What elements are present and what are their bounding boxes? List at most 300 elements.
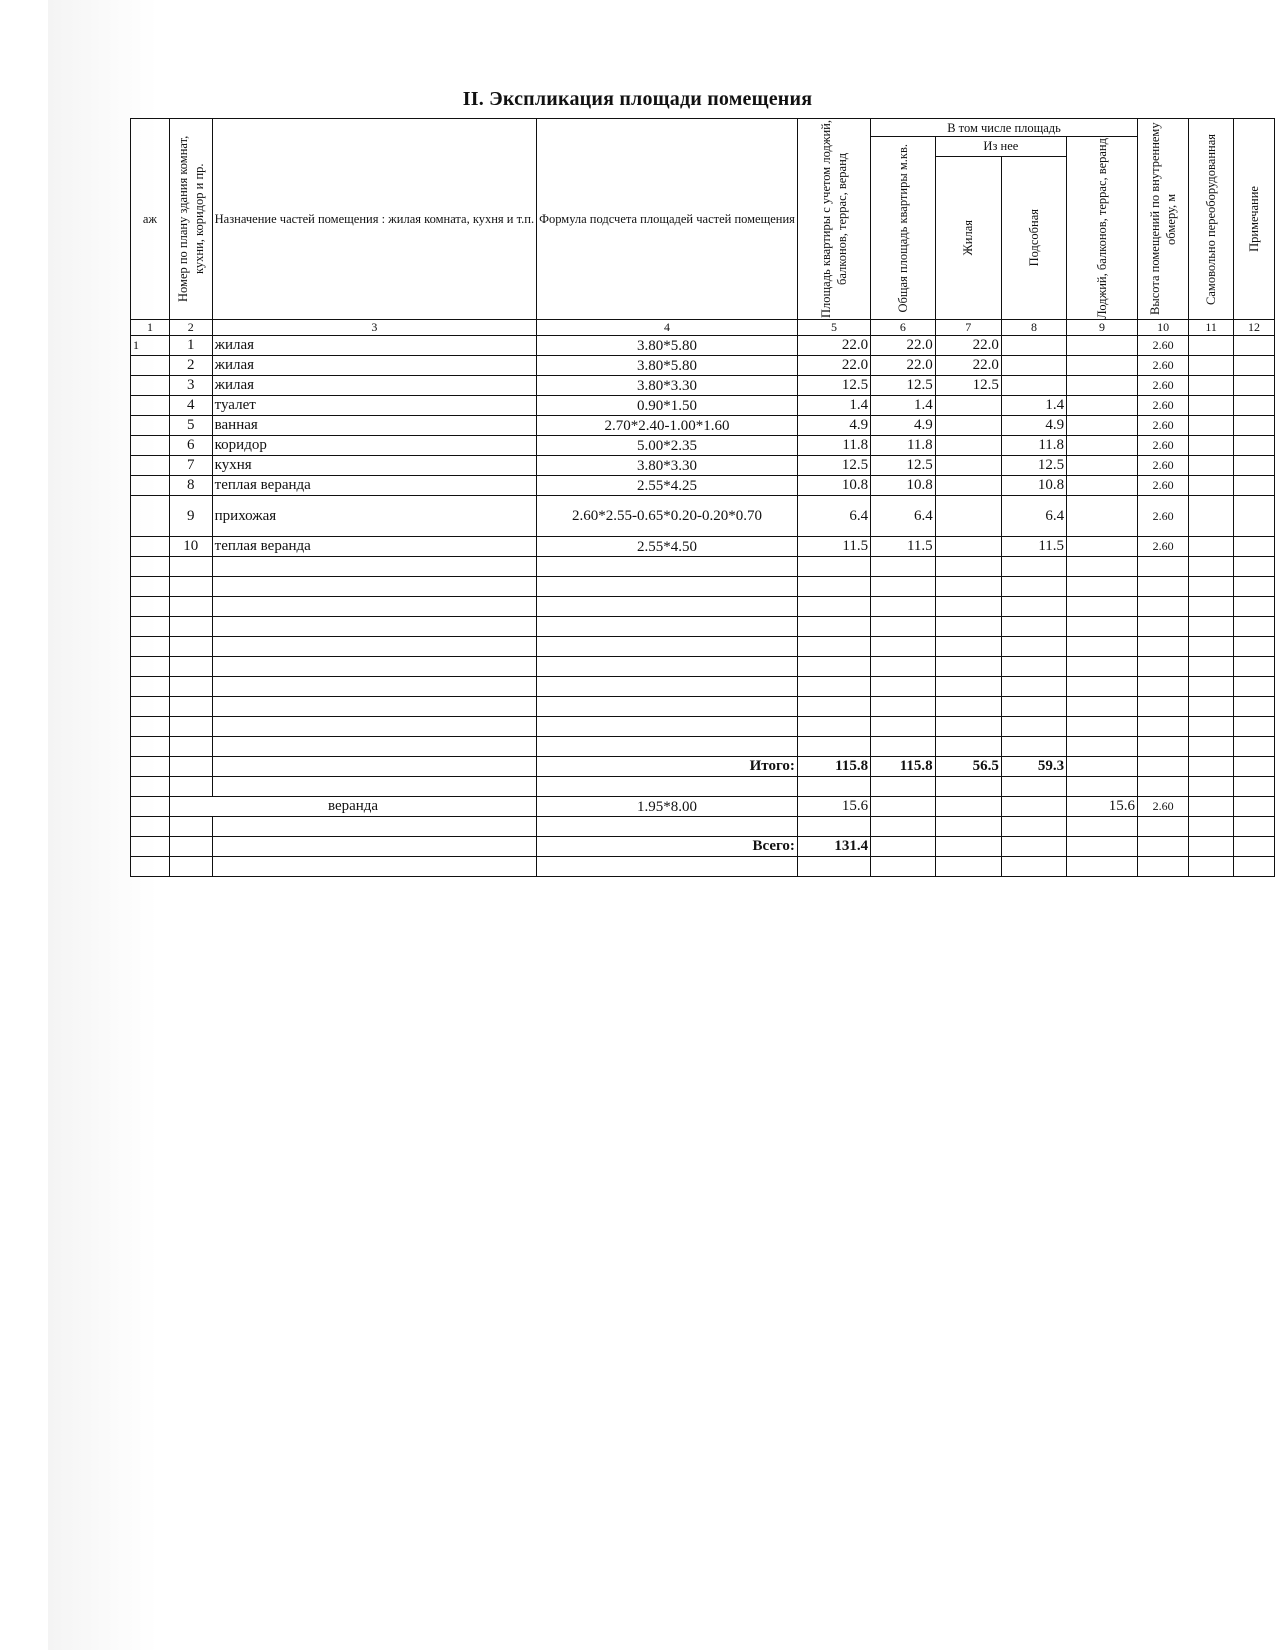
total-area: 22.0: [871, 356, 936, 376]
room-name: теплая веранда: [212, 476, 536, 496]
self-rebuilt: [1189, 336, 1234, 356]
empty-cell: [169, 757, 212, 777]
header-col1: [131, 119, 170, 320]
header-col10: [1137, 119, 1188, 320]
empty-cell: [1233, 597, 1274, 617]
empty-cell: [212, 657, 536, 677]
empty-cell: [797, 777, 870, 797]
table-row: [131, 496, 1275, 537]
header-col8-label: Подсобная: [1026, 209, 1041, 267]
empty-cell: [1189, 737, 1234, 757]
row-index: [131, 496, 170, 537]
empty-cell: [212, 697, 536, 717]
loggia-area: [1067, 356, 1138, 376]
loggia-area: [1067, 496, 1138, 537]
loggia-area: [1067, 336, 1138, 356]
room-name: прихожая: [212, 496, 536, 537]
empty-cell: [871, 817, 936, 837]
area-with-loggias: 10.8: [797, 476, 870, 496]
empty-row: [131, 857, 1275, 877]
header-group: [871, 119, 1138, 137]
area-with-loggias: 11.5: [797, 537, 870, 557]
empty-cell: [797, 857, 870, 877]
empty-cell: [212, 837, 536, 857]
empty-cell: [1067, 617, 1138, 637]
empty-cell: [169, 717, 212, 737]
empty-cell: [212, 737, 536, 757]
empty-cell: [131, 777, 170, 797]
header-col11-label: Самовольно переоборудованная: [1204, 133, 1219, 305]
empty-cell: [1067, 717, 1138, 737]
room-height: 2.60: [1137, 356, 1188, 376]
loggia-area: [1067, 436, 1138, 456]
empty-cell: [537, 857, 798, 877]
column-number: 5: [797, 320, 870, 336]
empty-cell: [537, 717, 798, 737]
loggia-area: [1067, 537, 1138, 557]
empty-cell: [935, 857, 1001, 877]
empty-cell: [1233, 657, 1274, 677]
area-formula: 3.80*3.30: [537, 376, 798, 396]
empty-cell: [212, 817, 536, 837]
empty-cell: [169, 697, 212, 717]
empty-cell: [1233, 717, 1274, 737]
empty-cell: [212, 757, 536, 777]
area-formula: 2.55*4.25: [537, 476, 798, 496]
empty-cell: [935, 697, 1001, 717]
room-number: 7: [169, 456, 212, 476]
area-formula: 0.90*1.50: [537, 396, 798, 416]
living-area: [935, 396, 1001, 416]
empty-cell: [1137, 657, 1188, 677]
subtotal-living-area: 56.5: [935, 757, 1001, 777]
row-index: [131, 537, 170, 557]
total-area-value: 131.4: [797, 837, 870, 857]
empty-cell: [537, 677, 798, 697]
empty-cell: [935, 557, 1001, 577]
auxiliary-area: 1.4: [1001, 396, 1066, 416]
empty-cell: [212, 857, 536, 877]
column-number: 11: [1189, 320, 1234, 336]
subtotal-auxiliary-area: 59.3: [1001, 757, 1066, 777]
empty-cell: [169, 617, 212, 637]
header-group-label: В том числе площадь: [947, 120, 1061, 135]
area-formula: 5.00*2.35: [537, 436, 798, 456]
empty-cell: [797, 557, 870, 577]
header-subgroup: [935, 137, 1066, 157]
empty-cell: [1067, 757, 1138, 777]
empty-cell: [1137, 637, 1188, 657]
empty-cell: [1137, 837, 1188, 857]
empty-cell: [212, 597, 536, 617]
empty-row: [131, 597, 1275, 617]
empty-cell: [797, 617, 870, 637]
room-name: коридор: [212, 436, 536, 456]
empty-cell: [1233, 857, 1274, 877]
empty-cell: [935, 797, 1001, 817]
row-index: [131, 436, 170, 456]
empty-cell: [169, 597, 212, 617]
self-rebuilt: [1189, 416, 1234, 436]
header-col6-label: Общая площадь квартиры м.кв.: [895, 143, 910, 313]
auxiliary-area: [1001, 356, 1066, 376]
empty-cell: [871, 857, 936, 877]
empty-cell: [797, 697, 870, 717]
empty-cell: [871, 697, 936, 717]
area-with-loggias: 6.4: [797, 496, 870, 537]
empty-cell: [537, 697, 798, 717]
empty-cell: [871, 617, 936, 637]
empty-cell: [935, 837, 1001, 857]
table-row: [131, 436, 1275, 456]
empty-cell: [1001, 637, 1066, 657]
empty-cell: [131, 557, 170, 577]
total-area: 12.5: [871, 456, 936, 476]
empty-cell: [1189, 797, 1234, 817]
empty-cell: [169, 577, 212, 597]
column-number: 12: [1233, 320, 1274, 336]
empty-cell: [1189, 757, 1234, 777]
header-col9: [1067, 137, 1138, 320]
empty-cell: [131, 857, 170, 877]
empty-cell: [1189, 717, 1234, 737]
empty-cell: [1189, 817, 1234, 837]
empty-cell: [1067, 837, 1138, 857]
table-row: [131, 456, 1275, 476]
room-number: 9: [169, 496, 212, 537]
empty-cell: [1137, 817, 1188, 837]
empty-row: [131, 637, 1275, 657]
room-number: 2: [169, 356, 212, 376]
table-row: [131, 376, 1275, 396]
area-with-loggias: 12.5: [797, 376, 870, 396]
living-area: [935, 537, 1001, 557]
room-number: 4: [169, 396, 212, 416]
living-area: 22.0: [935, 356, 1001, 376]
empty-row: [131, 677, 1275, 697]
empty-cell: [1001, 837, 1066, 857]
empty-cell: [1233, 617, 1274, 637]
room-height: 2.60: [1137, 396, 1188, 416]
note: [1233, 496, 1274, 537]
loggia-area: [1067, 396, 1138, 416]
table-row: [131, 396, 1275, 416]
auxiliary-area: 12.5: [1001, 456, 1066, 476]
empty-cell: [871, 677, 936, 697]
room-number: 6: [169, 436, 212, 456]
empty-cell: [1067, 677, 1138, 697]
empty-row: [131, 777, 1275, 797]
header-col7: [935, 156, 1001, 319]
empty-cell: [1189, 637, 1234, 657]
column-number-row: [131, 320, 1275, 336]
room-name: кухня: [212, 456, 536, 476]
empty-cell: [131, 597, 170, 617]
self-rebuilt: [1189, 376, 1234, 396]
subtotal-label: Итого:: [537, 757, 798, 777]
table-row: [131, 336, 1275, 356]
empty-cell: [871, 577, 936, 597]
note: [1233, 416, 1274, 436]
column-number: 1: [131, 320, 170, 336]
header-col2-label: Номер по плану здания комнат, кухни, коридор и пр.: [175, 135, 206, 303]
total-area: 6.4: [871, 496, 936, 537]
empty-cell: [935, 777, 1001, 797]
note: [1233, 537, 1274, 557]
empty-cell: [1001, 797, 1066, 817]
empty-cell: [169, 657, 212, 677]
empty-cell: [169, 857, 212, 877]
empty-row: [131, 717, 1275, 737]
empty-cell: [1001, 697, 1066, 717]
empty-cell: [935, 717, 1001, 737]
empty-cell: [1233, 757, 1274, 777]
empty-cell: [871, 797, 936, 817]
header-col1-label: аж: [142, 212, 158, 226]
empty-cell: [935, 577, 1001, 597]
empty-cell: [212, 677, 536, 697]
self-rebuilt: [1189, 476, 1234, 496]
empty-cell: [1001, 557, 1066, 577]
total-area: 10.8: [871, 476, 936, 496]
row-index: 1: [131, 336, 170, 356]
table-row: [131, 356, 1275, 376]
empty-cell: [935, 677, 1001, 697]
living-area: 22.0: [935, 336, 1001, 356]
room-name: жилая: [212, 336, 536, 356]
empty-cell: [537, 657, 798, 677]
room-number: 1: [169, 336, 212, 356]
note: [1233, 356, 1274, 376]
room-name: жилая: [212, 376, 536, 396]
empty-cell: [1137, 777, 1188, 797]
area-formula: 2.70*2.40-1.00*1.60: [537, 416, 798, 436]
empty-cell: [169, 777, 212, 797]
empty-cell: [1067, 637, 1138, 657]
room-height: 2.60: [1137, 456, 1188, 476]
empty-cell: [1189, 857, 1234, 877]
empty-cell: [537, 817, 798, 837]
area-formula: 3.80*3.30: [537, 456, 798, 476]
header-subgroup-label: Из нее: [983, 139, 1019, 154]
empty-cell: [1189, 577, 1234, 597]
room-number: 5: [169, 416, 212, 436]
empty-cell: [131, 697, 170, 717]
living-area: [935, 456, 1001, 476]
room-height: 2.60: [1137, 416, 1188, 436]
empty-cell: [212, 577, 536, 597]
empty-cell: [1001, 717, 1066, 737]
empty-cell: [871, 837, 936, 857]
empty-cell: [1233, 837, 1274, 857]
header-col10-label: Высота помещений по внутреннему обмеру, м: [1148, 122, 1179, 316]
empty-row: [131, 697, 1275, 717]
empty-cell: [1067, 817, 1138, 837]
area-formula: 3.80*5.80: [537, 356, 798, 376]
area-with-loggias: 11.8: [797, 436, 870, 456]
self-rebuilt: [1189, 456, 1234, 476]
empty-cell: [1189, 597, 1234, 617]
note: [1233, 436, 1274, 456]
area-formula: 2.60*2.55-0.65*0.20-0.20*0.70: [537, 496, 798, 537]
empty-cell: [1067, 777, 1138, 797]
header-col4: [537, 119, 798, 320]
living-area: [935, 416, 1001, 436]
empty-cell: [1067, 597, 1138, 617]
header-col3: [212, 119, 536, 320]
header-col5-label: Площадь квартиры с учетом лоджий, балконов, террас, веранд: [819, 120, 849, 318]
total-area: 1.4: [871, 396, 936, 416]
room-number: 3: [169, 376, 212, 396]
room-number: 8: [169, 476, 212, 496]
header-col7-label: Жилая: [961, 220, 976, 256]
empty-cell: [169, 677, 212, 697]
empty-cell: [537, 577, 798, 597]
empty-cell: [537, 777, 798, 797]
empty-cell: [1189, 657, 1234, 677]
empty-cell: [871, 737, 936, 757]
empty-cell: [1233, 697, 1274, 717]
empty-cell: [212, 637, 536, 657]
auxiliary-area: 6.4: [1001, 496, 1066, 537]
column-number: 4: [537, 320, 798, 336]
living-area: [935, 496, 1001, 537]
self-rebuilt: [1189, 396, 1234, 416]
empty-cell: [131, 797, 170, 817]
empty-cell: [1067, 857, 1138, 877]
subtotal-area-with-loggias: 115.8: [797, 757, 870, 777]
empty-cell: [935, 817, 1001, 837]
empty-cell: [1189, 837, 1234, 857]
header-col3-label: Назначение частей помещения : жилая комната, кухня и т.п.: [214, 212, 535, 226]
loggia-area: [1067, 476, 1138, 496]
empty-cell: [537, 637, 798, 657]
empty-cell: [212, 717, 536, 737]
empty-cell: [1189, 697, 1234, 717]
empty-cell: [1233, 797, 1274, 817]
header-col6: [871, 137, 936, 320]
auxiliary-area: 10.8: [1001, 476, 1066, 496]
explication-table: [130, 118, 1275, 877]
header-col5: [797, 119, 870, 320]
total-area: 11.8: [871, 436, 936, 456]
empty-cell: [1137, 857, 1188, 877]
living-area: [935, 476, 1001, 496]
area-with-loggias: 1.4: [797, 396, 870, 416]
empty-cell: [797, 637, 870, 657]
empty-cell: [1001, 737, 1066, 757]
empty-cell: [169, 737, 212, 757]
empty-cell: [1137, 697, 1188, 717]
empty-cell: [871, 637, 936, 657]
total-area: 12.5: [871, 376, 936, 396]
empty-cell: [131, 817, 170, 837]
veranda-loggia-area: 15.6: [1067, 797, 1138, 817]
table-row: [131, 537, 1275, 557]
empty-cell: [1233, 737, 1274, 757]
loggia-area: [1067, 416, 1138, 436]
empty-cell: [131, 757, 170, 777]
column-number: 3: [212, 320, 536, 336]
table-row: [131, 476, 1275, 496]
auxiliary-area: [1001, 376, 1066, 396]
area-with-loggias: 12.5: [797, 456, 870, 476]
auxiliary-area: 11.8: [1001, 436, 1066, 456]
empty-cell: [1001, 677, 1066, 697]
empty-cell: [1137, 677, 1188, 697]
empty-cell: [1137, 617, 1188, 637]
room-height: 2.60: [1137, 336, 1188, 356]
empty-cell: [871, 657, 936, 677]
empty-cell: [1189, 677, 1234, 697]
empty-cell: [1001, 777, 1066, 797]
column-number: 2: [169, 320, 212, 336]
empty-cell: [1001, 657, 1066, 677]
empty-cell: [1001, 817, 1066, 837]
empty-cell: [131, 677, 170, 697]
empty-cell: [537, 557, 798, 577]
empty-cell: [935, 637, 1001, 657]
empty-row: [131, 737, 1275, 757]
empty-cell: [131, 717, 170, 737]
header-col9-label: Лоджий, балконов, террас, веранд: [1095, 137, 1110, 319]
empty-cell: [1001, 597, 1066, 617]
empty-cell: [1001, 577, 1066, 597]
note: [1233, 376, 1274, 396]
empty-cell: [1067, 697, 1138, 717]
note: [1233, 396, 1274, 416]
empty-cell: [1067, 657, 1138, 677]
empty-cell: [1001, 857, 1066, 877]
empty-cell: [537, 737, 798, 757]
empty-cell: [797, 737, 870, 757]
table-row: [131, 416, 1275, 436]
row-index: [131, 416, 170, 436]
header-col4-label: Формула подсчета площадей частей помещения: [539, 212, 795, 226]
empty-cell: [797, 717, 870, 737]
self-rebuilt: [1189, 496, 1234, 537]
empty-cell: [1137, 597, 1188, 617]
veranda-height: 2.60: [1137, 797, 1188, 817]
empty-cell: [131, 657, 170, 677]
total-row: [131, 837, 1275, 857]
empty-cell: [169, 837, 212, 857]
area-with-loggias: 22.0: [797, 356, 870, 376]
empty-cell: [1137, 577, 1188, 597]
empty-cell: [131, 837, 170, 857]
header-col11: [1189, 119, 1234, 320]
row-index: [131, 456, 170, 476]
empty-cell: [537, 617, 798, 637]
empty-row: [131, 657, 1275, 677]
empty-cell: [935, 657, 1001, 677]
veranda-row: [131, 797, 1275, 817]
veranda-formula: 1.95*8.00: [537, 797, 798, 817]
empty-cell: [871, 597, 936, 617]
column-number: 8: [1001, 320, 1066, 336]
area-with-loggias: 22.0: [797, 336, 870, 356]
empty-cell: [1067, 557, 1138, 577]
empty-cell: [1001, 617, 1066, 637]
room-height: 2.60: [1137, 476, 1188, 496]
room-name: жилая: [212, 356, 536, 376]
column-number: 7: [935, 320, 1001, 336]
empty-cell: [131, 577, 170, 597]
living-area: [935, 436, 1001, 456]
column-number: 6: [871, 320, 936, 336]
empty-cell: [1189, 777, 1234, 797]
page-title: II. Экспликация площади помещения: [462, 88, 813, 110]
